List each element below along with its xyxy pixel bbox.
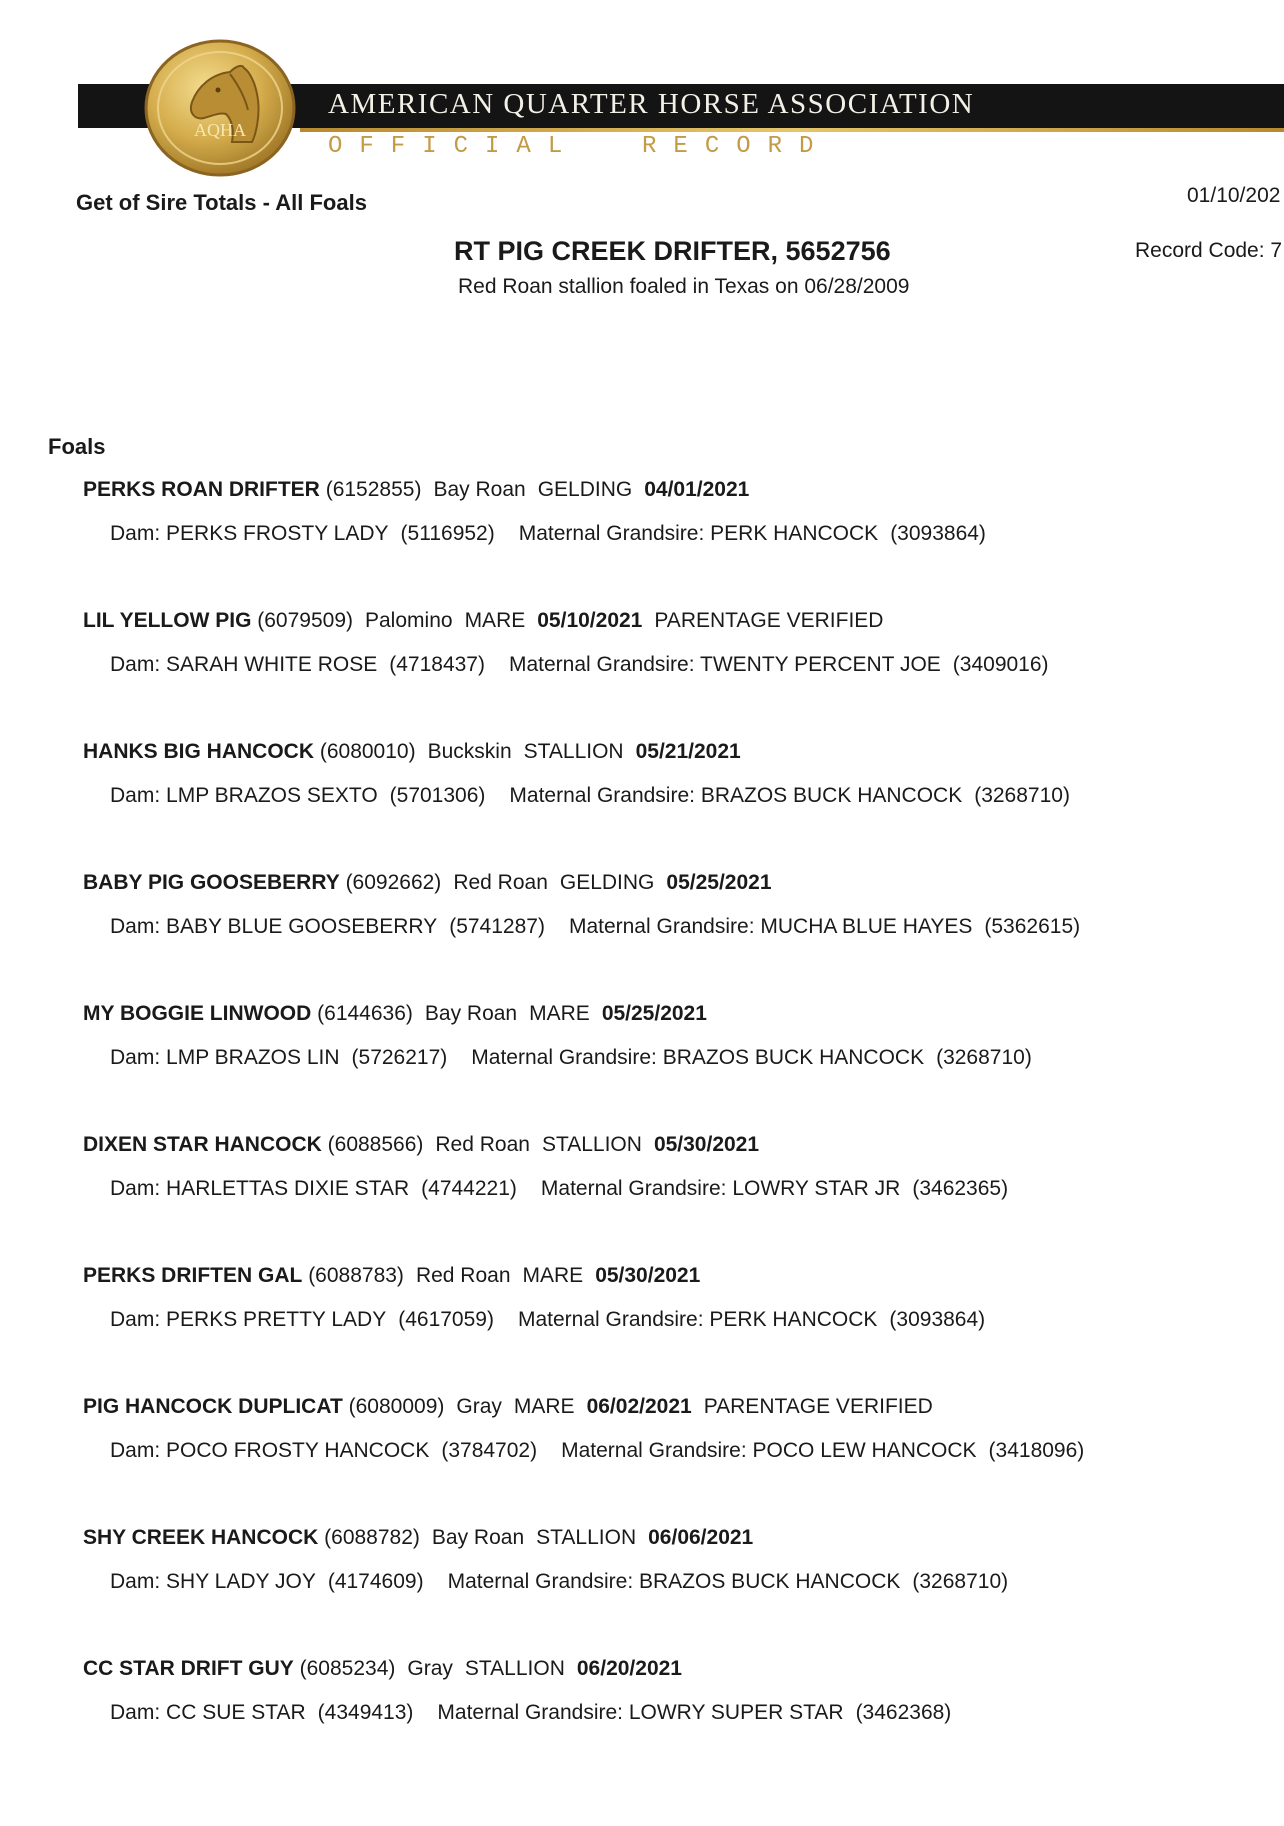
dam-label: Dam: (110, 653, 161, 676)
foal-summary-line (83, 1526, 753, 1550)
dam-label: Dam: (110, 1046, 161, 1069)
foal-date: 05/30/2021 (595, 1264, 701, 1287)
foal-registration: (6079509) (257, 609, 353, 632)
dam-registration: (4718437) (389, 653, 485, 676)
foal-pedigree-line (110, 915, 1080, 939)
maternal-grandsire-name: LOWRY SUPER STAR (628, 1701, 844, 1724)
foal-color: Gray (407, 1657, 453, 1680)
foal-summary-line (83, 478, 749, 502)
foal-entry (83, 867, 1263, 998)
foal-summary-line (83, 1133, 759, 1157)
foal-pedigree-line (110, 1701, 951, 1725)
maternal-grandsire-name: POCO LEW HANCOCK (752, 1439, 977, 1462)
foal-registration: (6080009) (348, 1395, 445, 1418)
foal-entry (83, 998, 1263, 1129)
foal-sex: MARE (513, 1395, 575, 1418)
foal-date: 06/20/2021 (576, 1657, 682, 1680)
dam-registration: (4744221) (421, 1177, 517, 1200)
foal-name: DIXEN STAR HANCOCK (83, 1133, 322, 1156)
foal-pedigree-line (110, 1570, 1008, 1594)
foal-entry (83, 474, 1263, 605)
foal-entry (83, 1391, 1263, 1522)
dam-name: HARLETTAS DIXIE STAR (166, 1177, 410, 1200)
maternal-grandsire-label: Maternal Grandsire: (561, 1439, 747, 1462)
maternal-grandsire-registration: (3268710) (936, 1046, 1032, 1069)
maternal-grandsire-label: Maternal Grandsire: (509, 784, 695, 807)
maternal-grandsire-name: BRAZOS BUCK HANCOCK (662, 1046, 925, 1069)
foal-note: PARENTAGE VERIFIED (654, 609, 884, 632)
dam-label: Dam: (110, 1439, 161, 1462)
foal-date: 05/21/2021 (635, 740, 741, 763)
maternal-grandsire-registration: (3418096) (988, 1439, 1085, 1462)
dam-registration: (4174609) (327, 1570, 424, 1593)
foal-color: Bay Roan (433, 478, 526, 501)
foal-sex: STALLION (541, 1133, 642, 1156)
foal-pedigree-line (110, 522, 986, 546)
maternal-grandsire-label: Maternal Grandsire: (437, 1701, 623, 1724)
dam-registration: (3784702) (441, 1439, 538, 1462)
logo-text: AQHA (194, 120, 246, 140)
dam-label: Dam: (110, 1308, 161, 1331)
maternal-grandsire-label: Maternal Grandsire: (568, 915, 755, 938)
foal-name: BABY PIG GOOSEBERRY (83, 871, 340, 894)
header-gold-rule (300, 128, 1284, 132)
dam-name: LMP BRAZOS SEXTO (166, 784, 378, 807)
maternal-grandsire-name: PERK HANCOCK (709, 1308, 878, 1331)
foal-pedigree-line (110, 653, 1049, 677)
maternal-grandsire-label: Maternal Grandsire: (518, 522, 705, 545)
dam-registration: (5116952) (400, 522, 495, 545)
organization-name: AMERICAN QUARTER HORSE ASSOCIATION (328, 88, 975, 120)
maternal-grandsire-label: Maternal Grandsire: (540, 1177, 727, 1200)
foal-sex: MARE (522, 1264, 584, 1287)
maternal-grandsire-registration: (3462365) (912, 1177, 1009, 1200)
dam-registration: (4349413) (317, 1701, 414, 1724)
foal-note: PARENTAGE VERIFIED (703, 1395, 933, 1418)
foal-registration: (6080010) (319, 740, 416, 763)
dam-label: Dam: (110, 1701, 161, 1724)
aqha-medallion-icon (140, 38, 300, 178)
maternal-grandsire-name: TWENTY PERCENT JOE (700, 653, 941, 676)
maternal-grandsire-name: BRAZOS BUCK HANCOCK (639, 1570, 901, 1593)
foal-entry (83, 1129, 1263, 1260)
dam-label: Dam: (110, 1177, 161, 1200)
foal-date: 06/02/2021 (586, 1395, 692, 1418)
foal-name: MY BOGGIE LINWOOD (83, 1002, 312, 1025)
report-date: 01/10/202 (1187, 184, 1281, 207)
foal-registration: (6088782) (324, 1526, 420, 1549)
foal-sex: GELDING (559, 871, 655, 894)
aqha-logo (140, 38, 300, 178)
foal-pedigree-line (110, 1046, 1032, 1070)
dam-name: PERKS PRETTY LADY (166, 1308, 387, 1331)
foal-name: PERKS DRIFTEN GAL (83, 1264, 303, 1287)
foal-summary-line (83, 1002, 707, 1026)
maternal-grandsire-registration: (3409016) (952, 653, 1049, 676)
foal-pedigree-line (110, 1177, 1008, 1201)
dam-label: Dam: (110, 784, 161, 807)
foal-registration: (6085234) (299, 1657, 396, 1680)
foal-entry (83, 605, 1263, 736)
dam-name: SHY LADY JOY (166, 1570, 316, 1593)
foal-entry (83, 1260, 1263, 1391)
dam-registration: (5741287) (449, 915, 545, 938)
dam-registration: (5701306) (389, 784, 486, 807)
foal-summary-line (83, 871, 772, 895)
maternal-grandsire-registration: (3462368) (855, 1701, 952, 1724)
maternal-grandsire-label: Maternal Grandsire: (471, 1046, 657, 1069)
foal-name: PIG HANCOCK DUPLICAT (83, 1395, 343, 1418)
sire-name: RT PIG CREEK DRIFTER, 5652756 (454, 236, 891, 266)
foal-entry (83, 736, 1263, 867)
maternal-grandsire-registration: (3093864) (889, 1308, 986, 1331)
foal-summary-line (83, 609, 883, 633)
foal-color: Red Roan (435, 1133, 530, 1156)
foal-date: 05/10/2021 (537, 609, 643, 632)
foal-summary-line (83, 1264, 700, 1288)
maternal-grandsire-registration: (3093864) (890, 522, 986, 545)
foal-entry (83, 1653, 1263, 1784)
foal-sex: STALLION (523, 740, 624, 763)
foal-registration: (6092662) (345, 871, 442, 894)
dam-name: LMP BRAZOS LIN (166, 1046, 340, 1069)
foal-date: 05/25/2021 (601, 1002, 707, 1025)
foal-summary-line (83, 1395, 933, 1419)
foal-color: Gray (456, 1395, 502, 1418)
foal-pedigree-line (110, 1308, 985, 1332)
foal-date: 05/30/2021 (653, 1133, 760, 1156)
maternal-grandsire-label: Maternal Grandsire: (517, 1308, 704, 1331)
foal-registration: (6144636) (317, 1002, 413, 1025)
record-code: Record Code: 7 (1135, 239, 1283, 262)
maternal-grandsire-name: BRAZOS BUCK HANCOCK (700, 784, 963, 807)
foal-sex: STALLION (536, 1526, 637, 1549)
foal-name: LIL YELLOW PIG (83, 609, 252, 632)
foal-registration: (6088783) (308, 1264, 404, 1287)
dam-name: CC SUE STAR (166, 1701, 306, 1724)
foal-sex: MARE (464, 609, 526, 632)
foal-registration: (6088566) (327, 1133, 424, 1156)
foal-summary-line (83, 1657, 682, 1681)
maternal-grandsire-name: LOWRY STAR JR (732, 1177, 901, 1200)
maternal-grandsire-registration: (5362615) (984, 915, 1081, 938)
foal-color: Buckskin (427, 740, 512, 763)
foal-name: SHY CREEK HANCOCK (83, 1526, 319, 1549)
foal-name: PERKS ROAN DRIFTER (83, 478, 320, 501)
foal-summary-line (83, 740, 741, 764)
foal-pedigree-line (110, 784, 1070, 808)
foal-date: 05/25/2021 (666, 871, 772, 894)
foal-sex: GELDING (537, 478, 633, 501)
report-title: Get of Sire Totals - All Foals (76, 190, 367, 215)
foal-entry (83, 1522, 1263, 1653)
sire-description: Red Roan stallion foaled in Texas on 06/28/2009 (458, 275, 910, 298)
foal-registration: (6152855) (325, 478, 422, 501)
dam-name: SARAH WHITE ROSE (166, 653, 378, 676)
foal-color: Bay Roan (431, 1526, 525, 1549)
dam-registration: (5726217) (351, 1046, 448, 1069)
maternal-grandsire-registration: (3268710) (912, 1570, 1009, 1593)
foals-heading: Foals (48, 434, 106, 459)
dam-label: Dam: (110, 915, 161, 938)
foal-color: Palomino (365, 609, 453, 632)
maternal-grandsire-label: Maternal Grandsire: (508, 653, 695, 676)
foal-date: 04/01/2021 (644, 478, 750, 501)
foal-pedigree-line (110, 1439, 1084, 1463)
official-record-subtitle: OFFICIAL RECORD (328, 133, 831, 160)
maternal-grandsire-registration: (3268710) (974, 784, 1070, 807)
foal-sex: MARE (529, 1002, 590, 1025)
dam-name: POCO FROSTY HANCOCK (166, 1439, 430, 1462)
foal-color: Red Roan (415, 1264, 511, 1287)
dam-name: PERKS FROSTY LADY (166, 522, 389, 545)
dam-label: Dam: (110, 522, 161, 545)
dam-label: Dam: (110, 1570, 161, 1593)
foal-sex: STALLION (464, 1657, 565, 1680)
dam-name: BABY BLUE GOOSEBERRY (166, 915, 438, 938)
foal-color: Red Roan (453, 871, 548, 894)
maternal-grandsire-name: PERK HANCOCK (710, 522, 879, 545)
maternal-grandsire-label: Maternal Grandsire: (447, 1570, 634, 1593)
foal-name: CC STAR DRIFT GUY (83, 1657, 294, 1680)
foal-list (83, 474, 1263, 1784)
maternal-grandsire-name: MUCHA BLUE HAYES (760, 915, 973, 938)
foal-name: HANKS BIG HANCOCK (83, 740, 314, 763)
foal-color: Bay Roan (424, 1002, 518, 1025)
foal-date: 06/06/2021 (648, 1526, 754, 1549)
dam-registration: (4617059) (398, 1308, 494, 1331)
